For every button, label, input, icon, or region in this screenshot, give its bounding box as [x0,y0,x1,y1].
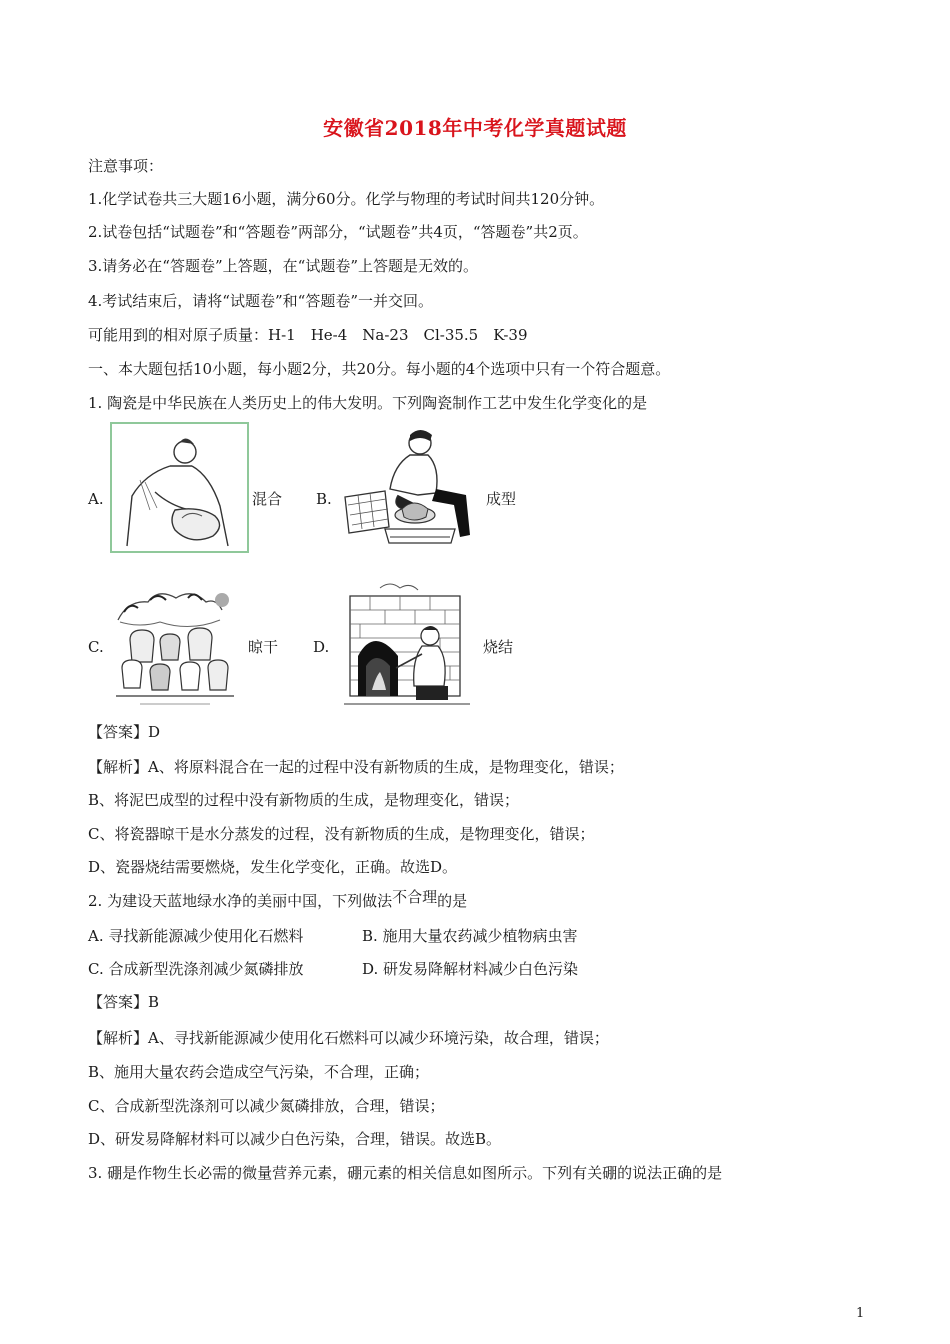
note-item-3: 3.请务必在“答题卷”上答题，在“试题卷”上答题是无效的。 [88,257,478,275]
q2-stem-emphasis: 不合理 [392,888,438,906]
kiln-firing-illustration [340,580,475,710]
mixing-illustration [110,422,250,554]
q1-option-d-label: 烧结 [483,638,514,656]
q1-analysis-line-1: 【解析】A、将原料混合在一起的过程中没有新物质的生成，是物理变化，错误； [88,758,624,776]
q1-option-a-label: 混合 [252,490,283,508]
note-item-2: 2.试卷包括“试题卷”和“答题卷”两部分，“试题卷”共4页，“答题卷”共2页。 [88,223,588,241]
q1-answer: 【答案】D [88,723,161,741]
q2-answer: 【答案】B [88,993,160,1011]
drying-pots-illustration [110,580,240,710]
q2-option-c: C. 合成新型洗涤剂减少氮磷排放 [88,960,304,978]
q1-analysis-line-4: D、瓷器烧结需要燃烧，发生化学变化，正确。故选D。 [88,858,458,876]
q1-option-c-letter: C. [88,638,104,656]
q2-option-a: A. 寻找新能源减少使用化石燃料 [88,927,304,945]
q1-option-b-letter: B. [316,490,332,508]
q2-analysis-line-4: D、研发易降解材料可以减少白色污染，合理，错误。故选B。 [88,1130,502,1148]
page-number: 1 [856,1306,865,1321]
q2-stem-end: 的是 [437,892,468,910]
q2-stem-main: 2. 为建设天蓝地绿水净的美丽中国，下列做法 [88,892,393,910]
q1-analysis-line-3: C、将瓷器晾干是水分蒸发的过程，没有新物质的生成，是物理变化，错误； [88,825,595,843]
pottery-wheel-illustration [340,425,475,552]
q1-analysis-line-2: B、将泥巴成型的过程中没有新物质的生成，是物理变化，错误； [88,791,520,809]
q2-analysis-line-3: C、合成新型洗涤剂可以减少氮磷排放，合理，错误； [88,1097,445,1115]
q1-option-b-label: 成型 [486,490,517,508]
q2-stem [88,888,468,911]
note-item-1: 1.化学试卷共三大题16小题，满分60分。化学与物理的考试时间共120分钟。 [88,190,605,208]
q1-option-c-label: 晾干 [248,638,279,656]
section-1-heading: 一、本大题包括10小题，每小题2分，共20分。每小题的4个选项中只有一个符合题意。 [88,360,671,378]
q2-analysis-line-2: B、施用大量农药会造成空气污染，不合理，正确； [88,1063,430,1081]
q2-option-d: D. 研发易降解材料减少白色污染 [362,960,579,978]
q1-option-a-letter: A. [88,490,104,508]
q2-analysis-line-1: 【解析】A、寻找新能源减少使用化石燃料可以减少环境污染，故合理，错误； [88,1029,609,1047]
page-title: 安徽省2018年中考化学真题试题 [323,116,627,140]
q3-stem: 3. 硼是作物生长必需的微量营养元素，硼元素的相关信息如图所示。下列有关硼的说法正确的是 [88,1164,723,1182]
atomic-mass-line: 可能用到的相对原子质量：H-1 He-4 Na-23 Cl-35.5 K-39 [88,326,528,344]
note-item-4: 4.考试结束后，请将“试题卷”和“答题卷”一并交回。 [88,292,433,310]
notes-heading: 注意事项： [88,157,164,175]
q1-option-d-letter: D. [313,638,330,656]
q2-option-b: B. 施用大量农药减少植物病虫害 [362,927,578,945]
q1-stem: 1. 陶瓷是中华民族在人类历史上的伟大发明。下列陶瓷制作工艺中发生化学变化的是 [88,394,648,412]
